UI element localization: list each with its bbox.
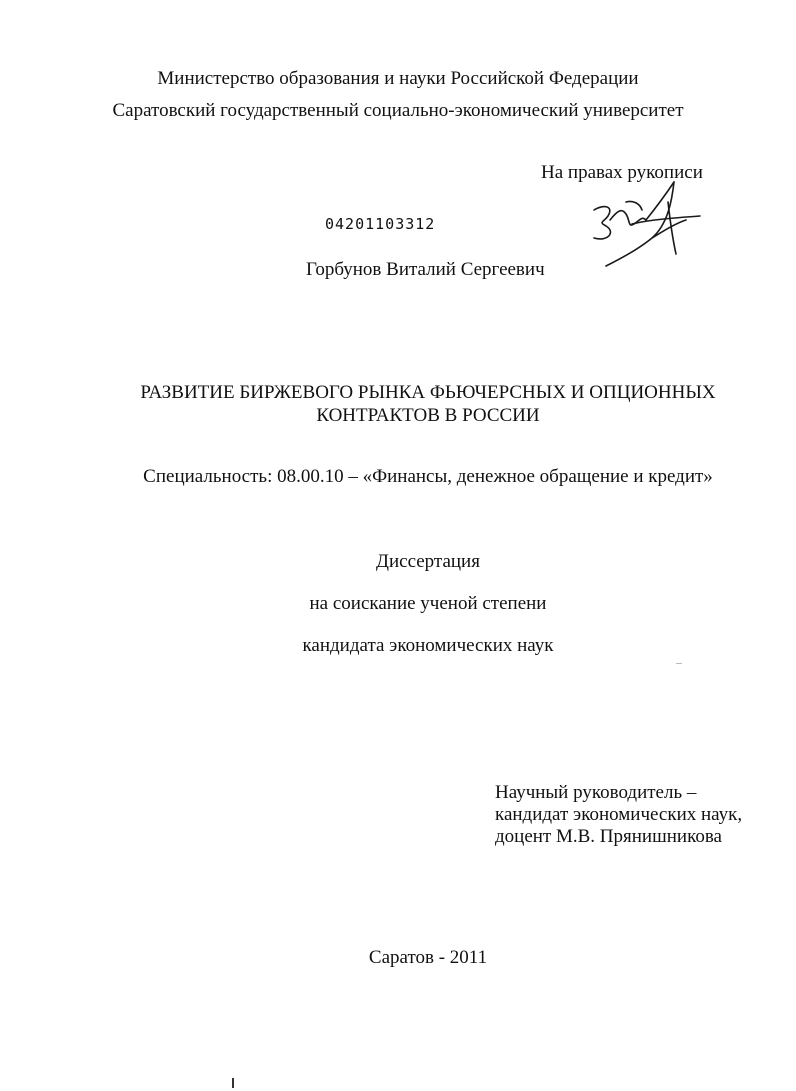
manuscript-note: На правах рукописи	[541, 162, 703, 183]
registration-code: 04201103312	[325, 215, 436, 233]
work-type: Диссертация	[376, 551, 480, 572]
degree-line-1: на соискание ученой степени	[309, 593, 547, 614]
city-year: Саратов - 2011	[368, 947, 488, 968]
title-line-1: РАЗВИТИЕ БИРЖЕВОГО РЫНКА ФЬЮЧЕРСНЫХ И ОПЦИОННЫХ	[140, 382, 716, 403]
ministry-name: Министерство образования и науки Российской Федерации	[157, 68, 639, 89]
scan-speck	[676, 663, 682, 664]
handwritten-signature	[582, 180, 707, 270]
supervisor-name: доцент М.В. Прянишникова	[495, 826, 722, 847]
degree-line-2: кандидата экономических наук	[302, 635, 554, 656]
university-name: Саратовский государственный социально-экономический университет	[112, 100, 684, 121]
supervisor-degree: кандидат экономических наук,	[495, 804, 743, 825]
author-name: Горбунов Виталий Сергеевич	[306, 259, 545, 280]
scan-mark	[232, 1078, 234, 1088]
title-line-2: КОНТРАКТОВ В РОССИИ	[316, 405, 540, 426]
supervisor-block	[495, 782, 742, 848]
specialty: Специальность: 08.00.10 – «Финансы, денежное обращение и кредит»	[143, 466, 713, 487]
supervisor-role: Научный руководитель –	[495, 782, 697, 803]
dissertation-title	[60, 381, 796, 427]
